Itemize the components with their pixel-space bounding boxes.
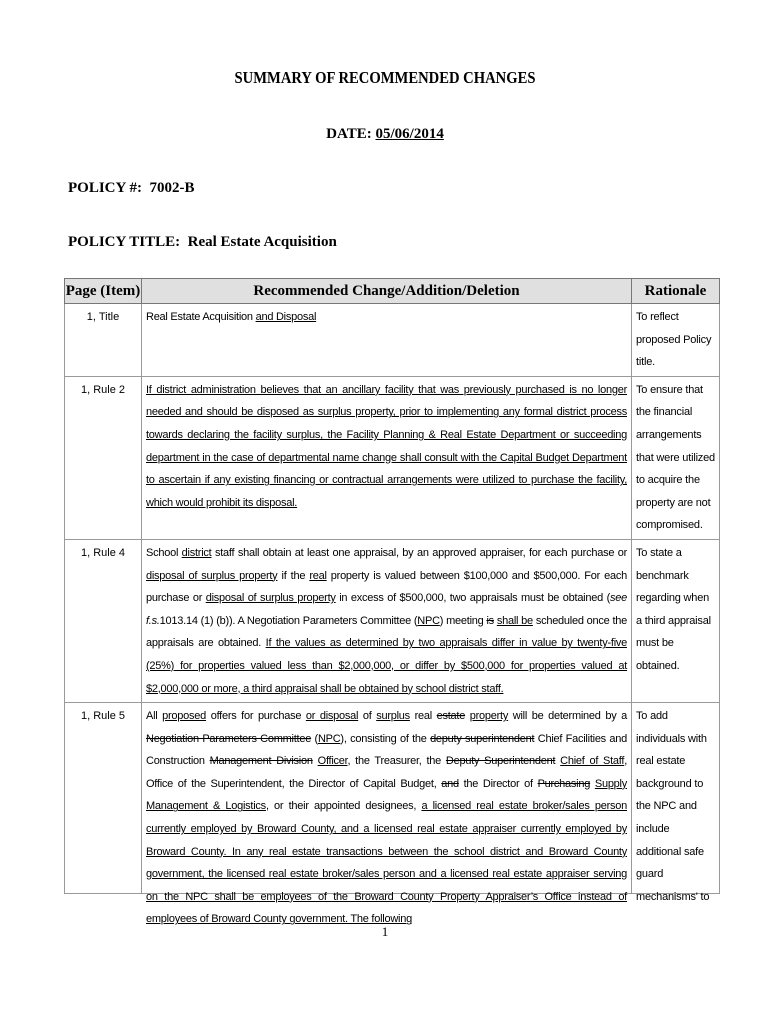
- change-text-segment: and Disposal: [255, 311, 317, 323]
- row-recommended-change: [142, 376, 632, 539]
- row-recommended-change: [142, 304, 632, 377]
- change-text-segment: real: [409, 710, 437, 723]
- date-line: [0, 126, 770, 143]
- change-text-segment: NPC: [417, 614, 440, 627]
- row-page-item: 1, Rule 2: [65, 376, 142, 539]
- policy-number-label: POLICY #:: [68, 180, 143, 196]
- table-row: [65, 304, 720, 377]
- change-text-segment: Supply Management & Logistics: [146, 777, 627, 813]
- change-text-segment: disposal of surplus property: [205, 592, 336, 605]
- change-text-segment: shall be: [496, 614, 533, 627]
- change-text-segment: 1013.14 (1) (b)). A Negotiation Parameters Committee (: [159, 614, 418, 627]
- change-text-segment: and: [441, 777, 459, 790]
- change-text-segment: Negotiation Parameters Committee: [146, 732, 312, 745]
- row-rationale: To reflect proposed Policy title.: [632, 304, 720, 377]
- table-header-row: [65, 279, 720, 304]
- change-text-segment: the Director of: [458, 777, 538, 790]
- change-text-segment: proposed: [162, 710, 207, 723]
- change-text-segment: , or their appointed designees,: [265, 800, 422, 813]
- policy-title-label: POLICY TITLE:: [68, 234, 181, 250]
- change-text-segment: or disposal: [305, 710, 359, 723]
- change-text-segment: Deputy Superintendent: [445, 755, 556, 768]
- row-page-item: 1, Rule 4: [65, 539, 142, 702]
- change-text-segment: real: [309, 569, 327, 582]
- change-text-segment: disposal of surplus property: [146, 569, 278, 582]
- change-text-segment: offers for purchase: [206, 710, 306, 723]
- change-text-segment: All: [146, 710, 163, 723]
- row-rationale: To state a benchmark regarding when a third appraisal must be obtained.: [632, 539, 720, 702]
- change-text-segment: Management Division: [209, 755, 313, 768]
- change-text-segment: Purchasing: [537, 777, 591, 790]
- date-value: 05/06/2014: [375, 126, 444, 142]
- change-text-segment: If district administration believes that an ancillary facility that was previously purchased is no longer needed and should be disposed as surplus property, prior to implementing any formal district process towards declaring the facility surplus, the Facility Planning & Real Estate Department or succeeding department in the case of departmental name change shall consult with the Capital Budget Department to ascertain if any existing financing or contractual arrangements were utilized to purchase the facility, which would prohibit its disposal.: [146, 383, 627, 509]
- page-number: 1: [381, 924, 389, 939]
- change-text-segment: ) meeting: [439, 614, 487, 627]
- row-recommended-change: [142, 703, 632, 926]
- change-text-segment: see f.s.: [146, 592, 627, 627]
- change-text-segment: Chief of Staff: [560, 755, 625, 768]
- row-recommended-change: [142, 539, 632, 702]
- change-text-segment: will be determined by a: [508, 710, 627, 723]
- change-text-segment: scheduled once the appraisals are obtained.: [146, 614, 627, 650]
- header-recommended-change: Recommended Change/Addition/Deletion: [142, 279, 632, 304]
- change-text-segment: If the values as determined by two appraisals differ in value by twenty-five (25%) for properties valued less than $2,000,000, or differ by $500,000 for properties valued at $2,000,000 or more, a third appraisal shall be obtained by school district staff.: [146, 637, 628, 695]
- date-label: DATE:: [326, 126, 372, 142]
- change-text-segment: property: [469, 710, 509, 723]
- change-text-segment: Officer: [317, 755, 348, 768]
- change-text-segment: School: [146, 546, 182, 559]
- change-text-segment: Chief Facilities and Construction: [146, 732, 627, 768]
- change-text-segment: staff shall obtain at least one appraisal, by an approved appraiser, for each purchase or: [211, 546, 627, 559]
- change-text-segment: if the: [277, 569, 310, 582]
- change-text-segment: ), consisting of the: [340, 732, 431, 745]
- change-text-segment: deputy superintendent: [430, 732, 535, 745]
- change-text-segment: in excess of $500,000, two appraisals must be obtained (: [335, 592, 610, 605]
- changes-table: [64, 278, 720, 926]
- row-rationale: [632, 703, 720, 903]
- change-text-segment: Real Estate Acquisition: [146, 311, 256, 323]
- change-text-segment: surplus: [376, 710, 410, 723]
- row-page-item: 1, Rule 5: [65, 703, 142, 894]
- change-text-segment: estate: [436, 710, 466, 723]
- row-page-item: 1, Title: [65, 304, 142, 377]
- change-text-segment: NPC: [317, 732, 341, 745]
- policy-title-line: [68, 234, 337, 251]
- policy-title-value: Real Estate Acquisition: [187, 234, 337, 250]
- document-title: SUMMARY OF RECOMMENDED CHANGES: [234, 68, 536, 87]
- policy-number-line: [68, 180, 195, 197]
- change-text-segment: district: [181, 546, 212, 559]
- change-text-segment: , the Treasurer, the: [347, 755, 446, 768]
- row-rationale: To ensure that the financial arrangements that were utilized to acquire the property are not compromised.: [632, 376, 720, 539]
- change-text-segment: property is valued between $100,000 and $500,000. For each purchase or: [146, 569, 628, 605]
- change-text-segment: , Office of the Superintendent, the Director of Capital Budget,: [146, 755, 628, 790]
- change-text-segment: is: [486, 614, 494, 627]
- change-text-segment: (: [311, 732, 318, 745]
- policy-number-value: 7002-B: [149, 180, 195, 196]
- table-row: [65, 376, 720, 539]
- rationale-text-continued: To add individuals with real estate background to the NPC and include additional safe guard mechanisms' to: [636, 710, 710, 903]
- change-text-segment: of: [358, 710, 377, 723]
- header-page-item: Page (Item): [65, 279, 142, 304]
- table-row: [65, 539, 720, 702]
- change-text-continued: [146, 705, 628, 926]
- table-row: [65, 703, 720, 894]
- change-text-segment: a licensed real estate broker/sales person currently employed by Broward County, and a licensed real estate appraiser currently employed by Broward County. In any real estate transactions between the school district and Broward County government, the licensed real estate broker/sales person and a licensed real estate appraiser serving on the NPC shall be employees of the Broward County Property Appraiser’s Office instead of employees of Broward County government. The following: [146, 800, 627, 926]
- header-rationale: Rationale: [632, 279, 720, 304]
